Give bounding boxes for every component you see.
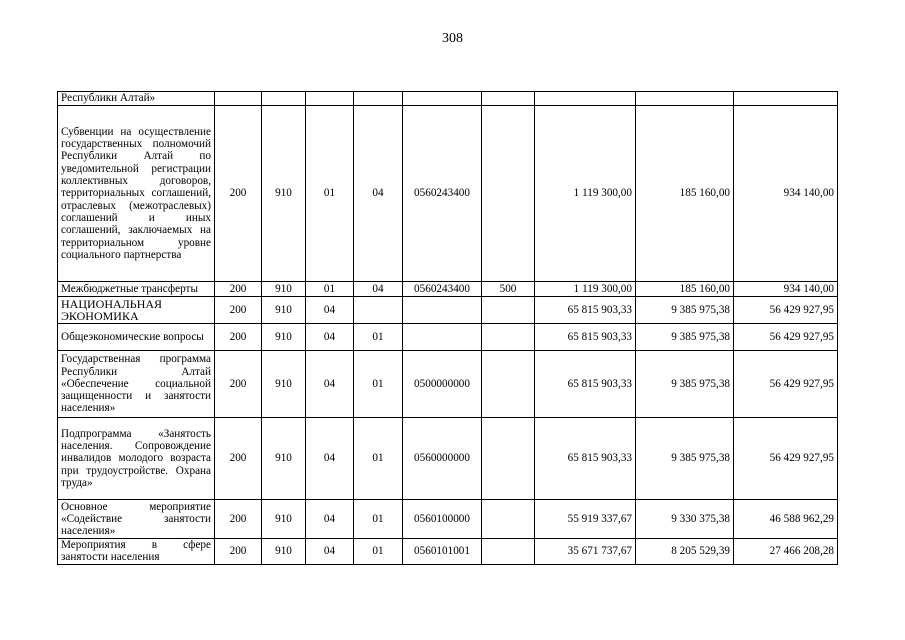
row-name-cell: НАЦИОНАЛЬНАЯ ЭКОНОМИКА: [58, 297, 215, 324]
row-code-cell: 04: [354, 282, 403, 297]
row-amount-cell: [535, 92, 636, 106]
row-code-cell: [262, 92, 306, 106]
row-code-cell: [482, 539, 535, 565]
row-code-cell: 910: [262, 324, 306, 351]
row-amount-cell: 56 429 927,95: [734, 324, 838, 351]
row-code-cell: 910: [262, 351, 306, 418]
row-code-cell: 04: [306, 500, 354, 539]
row-amount-cell: 35 671 737,67: [535, 539, 636, 565]
row-code-cell: 04: [306, 351, 354, 418]
table-row: [58, 106, 838, 282]
row-code-cell: [482, 500, 535, 539]
row-code-cell: [354, 92, 403, 106]
row-name-cell: Общеэкономические вопросы: [58, 324, 215, 351]
row-name-cell: Подпрограмма «Занятость населения. Сопровождение инвалидов молодого возраста при трудоустройстве. Охрана труда»: [58, 418, 215, 500]
row-code-cell: 0560101001: [403, 539, 482, 565]
table-row: [58, 297, 838, 324]
row-code-cell: [215, 92, 262, 106]
row-name-cell: Субвенции на осуществление государственных полномочий Республики Алтай по уведомительной регистрации коллективных договоров, территориальных соглашений, отраслевых (межотраслевых) соглашений и иных соглашений, заключаемых на территориальном уровне социального партнерства: [58, 106, 215, 282]
row-code-cell: 01: [354, 324, 403, 351]
table-row: [58, 539, 838, 565]
row-amount-cell: [734, 92, 838, 106]
table-row: [58, 92, 838, 106]
row-code-cell: 200: [215, 282, 262, 297]
row-amount-cell: 55 919 337,67: [535, 500, 636, 539]
row-name-cell: Основное мероприятие «Содействие занятости населения»: [58, 500, 215, 539]
row-code-cell: 01: [354, 539, 403, 565]
row-amount-cell: 56 429 927,95: [734, 351, 838, 418]
row-amount-cell: 46 588 962,29: [734, 500, 838, 539]
row-code-cell: 200: [215, 351, 262, 418]
row-code-cell: 04: [306, 418, 354, 500]
row-amount-cell: 27 466 208,28: [734, 539, 838, 565]
table-row: [58, 324, 838, 351]
row-code-cell: 200: [215, 324, 262, 351]
row-code-cell: 0560100000: [403, 500, 482, 539]
row-amount-cell: 65 815 903,33: [535, 324, 636, 351]
row-code-cell: [482, 106, 535, 282]
budget-table: [57, 91, 838, 565]
row-name-cell: Межбюджетные трансферты: [58, 282, 215, 297]
row-amount-cell: 185 160,00: [636, 282, 734, 297]
row-amount-cell: 9 385 975,38: [636, 297, 734, 324]
row-code-cell: [482, 92, 535, 106]
row-code-cell: 500: [482, 282, 535, 297]
row-code-cell: 01: [306, 282, 354, 297]
row-code-cell: [482, 418, 535, 500]
row-code-cell: 910: [262, 297, 306, 324]
row-amount-cell: 9 330 375,38: [636, 500, 734, 539]
table-row: [58, 351, 838, 418]
row-code-cell: 910: [262, 282, 306, 297]
row-code-cell: 04: [306, 297, 354, 324]
row-name-cell: Республики Алтай»: [58, 92, 215, 106]
row-code-cell: 04: [354, 106, 403, 282]
row-code-cell: 200: [215, 297, 262, 324]
page-number: 308: [442, 31, 463, 46]
row-code-cell: 0500000000: [403, 351, 482, 418]
row-code-cell: 0560000000: [403, 418, 482, 500]
row-code-cell: 200: [215, 500, 262, 539]
row-amount-cell: 8 205 529,39: [636, 539, 734, 565]
row-code-cell: 200: [215, 106, 262, 282]
row-name-cell: Государственная программа Республики Алтай «Обеспечение социальной защищенности и занятости населения»: [58, 351, 215, 418]
row-code-cell: 01: [354, 418, 403, 500]
row-code-cell: 01: [306, 106, 354, 282]
row-amount-cell: 65 815 903,33: [535, 351, 636, 418]
row-code-cell: [306, 92, 354, 106]
row-code-cell: 910: [262, 418, 306, 500]
row-amount-cell: 9 385 975,38: [636, 351, 734, 418]
row-code-cell: 01: [354, 351, 403, 418]
row-amount-cell: 9 385 975,38: [636, 324, 734, 351]
row-code-cell: [354, 297, 403, 324]
row-amount-cell: 934 140,00: [734, 106, 838, 282]
row-code-cell: 200: [215, 418, 262, 500]
row-code-cell: 910: [262, 500, 306, 539]
row-amount-cell: 185 160,00: [636, 106, 734, 282]
row-code-cell: 01: [354, 500, 403, 539]
row-code-cell: 04: [306, 539, 354, 565]
row-code-cell: [482, 297, 535, 324]
row-code-cell: [482, 351, 535, 418]
row-amount-cell: 934 140,00: [734, 282, 838, 297]
table-row: [58, 500, 838, 539]
row-amount-cell: 1 119 300,00: [535, 282, 636, 297]
row-code-cell: 910: [262, 106, 306, 282]
table-body: [58, 92, 838, 565]
row-code-cell: 910: [262, 539, 306, 565]
row-code-cell: [403, 92, 482, 106]
row-amount-cell: [636, 92, 734, 106]
table-row: [58, 418, 838, 500]
row-amount-cell: 56 429 927,95: [734, 297, 838, 324]
row-amount-cell: 1 119 300,00: [535, 106, 636, 282]
row-name-cell: Мероприятия в сфере занятости населения: [58, 539, 215, 565]
row-amount-cell: 65 815 903,33: [535, 418, 636, 500]
row-code-cell: [482, 324, 535, 351]
row-code-cell: 0560243400: [403, 282, 482, 297]
row-code-cell: 200: [215, 539, 262, 565]
row-code-cell: [403, 297, 482, 324]
row-amount-cell: 65 815 903,33: [535, 297, 636, 324]
row-code-cell: 0560243400: [403, 106, 482, 282]
row-amount-cell: 56 429 927,95: [734, 418, 838, 500]
row-code-cell: 04: [306, 324, 354, 351]
table-row: [58, 282, 838, 297]
row-code-cell: [403, 324, 482, 351]
row-amount-cell: 9 385 975,38: [636, 418, 734, 500]
